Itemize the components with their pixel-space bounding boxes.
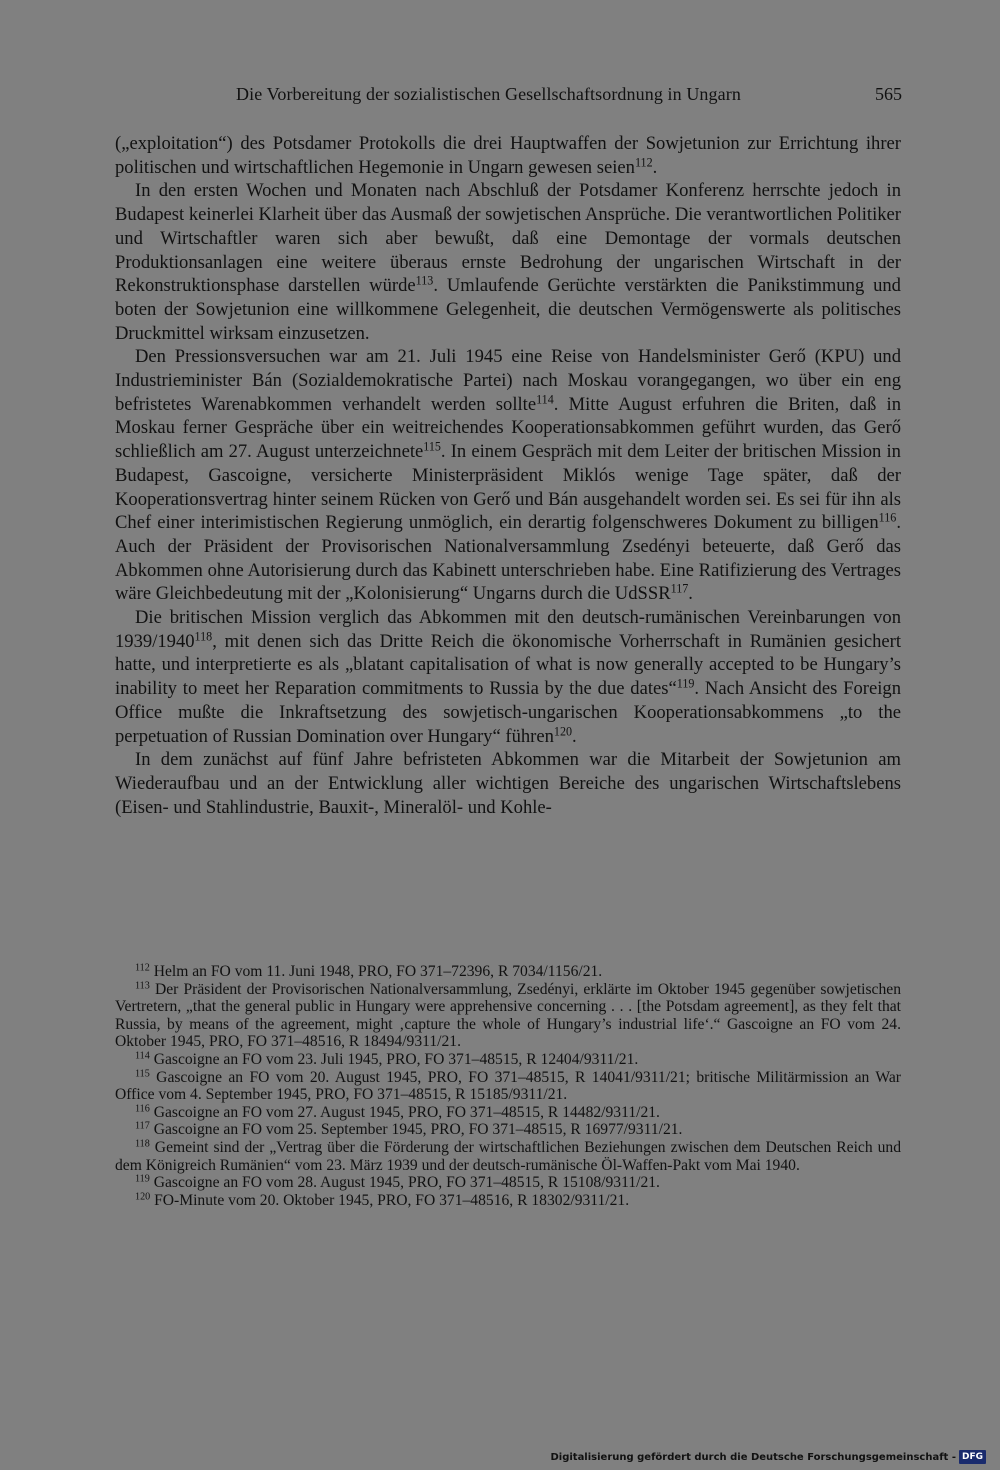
footnote-text: FO-Minute vom 20. Oktober 1945, PRO, FO 371–48516, R 18302/9311/21.: [150, 1191, 630, 1209]
digitization-footer: [550, 1450, 986, 1464]
footnote-text: Gascoigne an FO vom 23. Juli 1945, PRO, FO 371–48515, R 12404/9311/21.: [149, 1050, 639, 1068]
footnote-ref: 116: [878, 510, 897, 525]
footnote-text: Gascoigne an FO vom 28. August 1945, PRO, FO 371–48515, R 15108/9311/21.: [149, 1174, 660, 1192]
dfg-logo[interactable]: DFG: [959, 1450, 986, 1464]
footnote-number: 114: [135, 1050, 150, 1062]
paragraph-text: Den Pressionsversuchen war am 21. Juli 1945 eine Reise von Handelsminister Gerő (KPU) und Industrieminister Bán (Sozialdemokratische Partei) nach Moskau vorangegangen, wo über ein eng befristetes Warenabkommen verhandelt werden sollte: [115, 346, 901, 415]
footnote-ref: 120: [553, 723, 573, 738]
paragraph-text: In dem zunächst auf fünf Jahre befristeten Abkommen war die Mitarbeit der Sowjetunion am Wiederaufbau und an der Entwicklung aller wichtigen Bereiche des ungarischen Wirtschaftslebens (Eisen- und Stahlindustrie, Bauxit-, Mineralöl- und Kohle-: [115, 749, 901, 818]
paragraph-1: [115, 132, 901, 179]
footnote: [115, 1104, 901, 1122]
footnote-ref: 117: [670, 581, 689, 596]
paragraph-text: . Mitte August erfuhren die Briten, daß in Moskau ferner Gespräche über ein weitreichendes Kooperationsabkommen geführt wurden, das Gerő schließlich am 27. August unterzeichnete: [115, 393, 901, 463]
paragraph-text: .: [688, 583, 693, 605]
footnote-text: Gascoigne an FO vom 25. September 1945, PRO, FO 371–48515, R 16977/9311/21.: [149, 1121, 683, 1139]
paragraph-text: . Auch der Präsident der Provisorischen Nationalversammlung Zsedényi beteuerte, daß Gerő das Abkommen ohne Autorisierung durch das Kabinett unterschrieben habe. Eine Ratifizierung des Vertrages wäre Gleichbedeutung mit der „Kolonisierung“ Ungarns durch die UdSSR: [115, 512, 901, 605]
footnote-number: 112: [135, 962, 150, 974]
body-text: [115, 132, 901, 819]
footnote-number: 116: [135, 1103, 150, 1115]
paragraph-text: . Umlaufende Gerüchte verstärkten die Panikstimmung und boten der Sowjetunion eine willkommene Gelegenheit, die deutschen Vermögenswerte als politisches Druckmittel wirksam einzusetzen.: [115, 275, 901, 344]
footnote: [115, 1121, 901, 1139]
footnote-number: 119: [135, 1173, 150, 1185]
footnote: [115, 1174, 901, 1192]
footnotes: [115, 963, 901, 1209]
footnote-number: 120: [135, 1191, 151, 1203]
footnote-ref: 113: [415, 273, 434, 288]
footnote-ref: 119: [676, 676, 695, 691]
footnote: [115, 981, 901, 1051]
running-head: [236, 84, 902, 105]
footnote: [115, 1139, 901, 1174]
paragraph-5: [115, 748, 901, 819]
footnote-text: Gemeint sind der „Vertrag über die Förderung der wirtschaftlichen Beziehungen zwischen dem Deutschen Reich und dem Königreich Rumänien“ vom 23. März 1939 und der deutsch-rumänische Öl-Waffen-Pakt vom Mai 1940.: [115, 1138, 901, 1174]
footnote-number: 117: [135, 1120, 150, 1132]
footnote-number: 115: [135, 1068, 150, 1079]
footnote-ref: 118: [194, 629, 213, 644]
paragraph-4: [115, 606, 901, 748]
footnote-number: 118: [135, 1138, 150, 1150]
paragraph-3: [115, 345, 901, 606]
paragraph-text: In den ersten Wochen und Monaten nach Abschluß der Potsdamer Konferenz herrschte jedoch in Budapest keinerlei Klarheit über das Ausmaß der sowjetischen Ansprüche. Die verantwortlichen Politiker und Wirtschaftler waren sich aber bewußt, daß eine Demontage der vormals deutschen Produktionsanlagen eine weitere überaus ernste Bedrohung der ungarischen Wirtschaft in der Rekonstruktionsphase darstellen würde: [115, 180, 901, 297]
footnote-text: Gascoigne an FO vom 20. August 1945, PRO, FO 371–48515, R 14041/9311/21; britische Militärmission an War Office vom 4. September 1945, PRO, FO 371–48515, R 15185/9311/21.: [115, 1068, 901, 1104]
running-head-title: Die Vorbereitung der sozialistischen Gesellschaftsordnung in Ungarn: [236, 84, 741, 104]
page-number: 565: [875, 84, 902, 104]
footnote-ref: 114: [536, 392, 554, 407]
paragraph-text: („exploitation“) des Potsdamer Protokolls die drei Hauptwaffen der Sowjetunion zur Errichtung ihrer politischen und wirtschaftlichen Hegemonie in Ungarn gewesen seien: [115, 133, 901, 178]
footnote-ref: 112: [634, 155, 653, 170]
footnote: [115, 1051, 901, 1069]
paragraph-text: , mit denen sich das Dritte Reich die ökonomische Vorherrschaft in Rumänien gesichert hatte, und interpretierte es als „blatant capitalisation of what is now generally accepted to be Hungary’s inability to meet her Reparation commitments to Russia by the due dates“: [115, 630, 901, 700]
paragraph-text: .: [572, 725, 577, 747]
footnote-text: Helm an FO vom 11. Juni 1948, PRO, FO 371–72396, R 7034/1156/21.: [149, 963, 603, 980]
paragraph-text: .: [652, 156, 658, 178]
footnote: [115, 963, 901, 981]
paragraph-2: [115, 179, 901, 345]
footnote-number: 113: [135, 980, 150, 992]
footer-text: Digitalisierung gefördert durch die Deutsche Forschungsgemeinschaft -: [550, 1451, 956, 1463]
footnote: [115, 1192, 901, 1210]
footnote-ref: 115: [423, 439, 441, 454]
footnote-text: Der Präsident der Provisorischen Nationalversammlung, Zsedényi, erklärte im Oktober 1945 gegenüber sowjetischen Vertretern, „that the general public in Hungary were apprehensive concerning . . . [the Potsdam agreement], as they felt that Russia, by means of the agreement, might ‚capture the whole of Hungary’s industrial life‘.“ Gascoigne an FO vom 24. Oktober 1945, PRO, FO 371–48516, R 18494/9311/21.: [115, 980, 901, 1051]
paragraph-text: Die britischen Mission verglich das Abkommen mit den deutsch-rumänischen Vereinbarungen von 1939/1940: [115, 607, 901, 652]
paragraph-text: . In einem Gespräch mit dem Leiter der britischen Mission in Budapest, Gascoigne, versicherte Ministerpräsident Miklós wenige Tage später, daß der Kooperationsvertrag hinter seinem Rücken von Gerő und Bán ausgehandelt worden sei. Es sei für ihn als Chef einer interimistischen Regierung unmöglich, ein derartig folgenschweres Dokument zu billigen: [115, 441, 901, 534]
footnote-text: Gascoigne an FO vom 27. August 1945, PRO, FO 371–48515, R 14482/9311/21.: [149, 1103, 660, 1121]
paragraph-text: . Nach Ansicht des Foreign Office mußte die Inkraftsetzung des sowjetisch-ungarischen Kooperationsabkommens „to the perpetuation of Russian Domination over Hungary“ führen: [115, 678, 902, 747]
footnote: [115, 1069, 901, 1104]
